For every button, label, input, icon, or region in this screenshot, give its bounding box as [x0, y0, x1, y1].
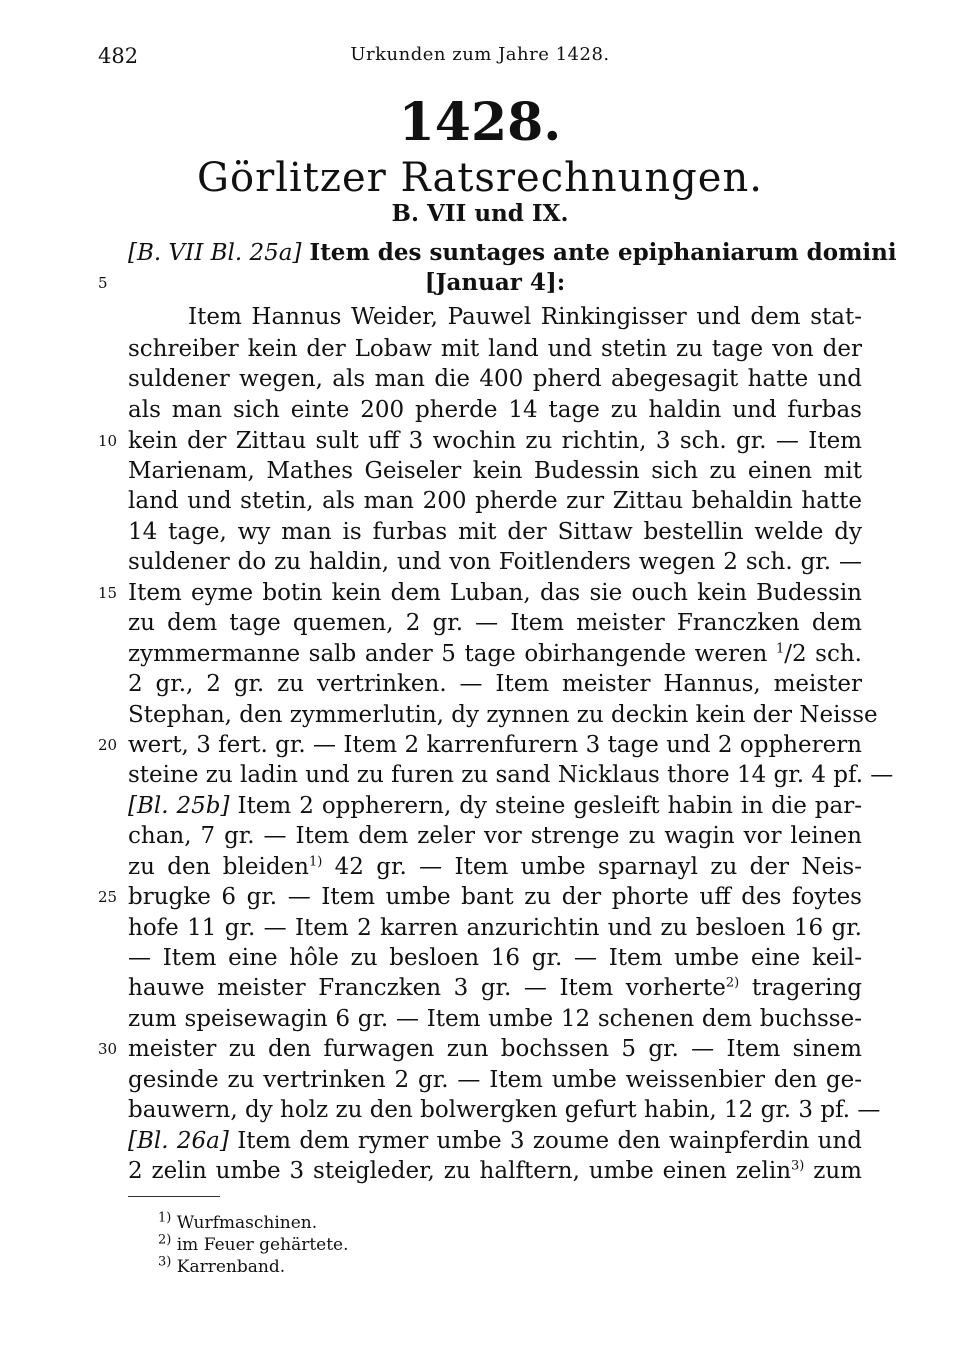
text-span: hauwe meister Franczken 3 gr. — Item vorherte — [128, 975, 726, 1001]
text-line — [128, 852, 862, 882]
text-line — [128, 1156, 862, 1186]
fraction-numerator: 1 — [775, 641, 785, 657]
footnote — [158, 1212, 317, 1234]
footnote-text: Wurfmaschinen. — [176, 1213, 318, 1233]
document-title: Görlitzer Ratsrechnungen. — [197, 155, 763, 201]
text-span: tragering — [739, 975, 862, 1001]
text-line: suldener do zu haldin, und von Foitlenders wegen 2 sch. gr. — — [128, 549, 862, 575]
text-span: 42 gr. — Item umbe sparnayl zu der Neis- — [322, 854, 862, 880]
text-line — [128, 639, 862, 669]
text-line: schreiber kein der Lobaw mit land und stetin zu tage von der — [128, 336, 862, 362]
footnote-mark: 1) — [158, 1210, 172, 1226]
line-number: 30 — [98, 1040, 118, 1058]
line-number: 5 — [98, 274, 108, 292]
text-span: zu den bleiden — [128, 854, 309, 880]
folio-reference: [Bl. 26a] — [128, 1128, 229, 1154]
text-span: Item dem rymer umbe 3 zoume den wainpferdin und — [228, 1128, 862, 1154]
text-line: 2 gr., 2 gr. zu vertrinken. — Item meister Hannus, meister — [128, 671, 862, 697]
line-number: 15 — [98, 584, 118, 602]
text-span: Item 2 oppherern, dy steine gesleift habin in die par- — [229, 793, 862, 819]
footnote — [158, 1234, 349, 1256]
text-line: [Januar 4]: — [424, 269, 566, 296]
text-span: Item des suntages ante epiphaniarum domini — [301, 239, 897, 266]
text-line: zum speisewagin 6 gr. — Item umbe 12 schenen dem buchsse- — [128, 1006, 862, 1032]
text-span: zymmermanne salb ander 5 tage obirhangende weren — [128, 641, 776, 667]
page-number: 482 — [98, 44, 139, 68]
text-line: bauwern, dy holz zu den bolwergken gefurt habin, 12 gr. 3 pf. — — [128, 1097, 881, 1123]
text-line: wert, 3 fert. gr. — Item 2 karrenfurern 3 tage und 2 oppherern — [128, 732, 862, 758]
text-line: hofe 11 gr. — Item 2 karren anzurichtin und zu besloen 16 gr. — [128, 915, 862, 941]
fraction-denominator: /2 — [784, 641, 807, 667]
footnote-ref: 2) — [725, 975, 740, 991]
text-line: gesinde zu vertrinken 2 gr. — Item umbe weissenbier den ge- — [128, 1067, 862, 1093]
folio-reference: [B. VII Bl. 25a] — [128, 240, 302, 266]
text-line — [128, 791, 862, 821]
line-number: 25 — [98, 888, 118, 906]
footnote-ref: 3) — [791, 1158, 805, 1174]
text-span: sch. — [806, 641, 862, 667]
footnote-ref: 1) — [308, 854, 323, 870]
year-heading: 1428. — [398, 92, 562, 153]
text-line: chan, 7 gr. — Item dem zeler vor strenge zu wagin vor leinen — [128, 823, 862, 849]
footnote — [158, 1256, 285, 1278]
footnote-mark: 2) — [158, 1232, 172, 1248]
text-line: suldener wegen, als man die 400 pherd abegesagit hatte und — [128, 366, 862, 392]
volume-subtitle: B. VII und IX. — [391, 200, 569, 227]
footnote-rule — [128, 1196, 220, 1197]
footnote-text: Karrenband. — [176, 1257, 286, 1277]
text-line: — Item eine hôle zu besloen 16 gr. — Item umbe eine keil- — [128, 945, 862, 971]
text-line: als man sich einte 200 pherde 14 tage zu haldin und furbas — [128, 397, 862, 423]
text-line: land und stetin, als man 200 pherde zur Zittau behaldin hatte — [128, 488, 862, 514]
text-line: brugke 6 gr. — Item umbe bant zu der phorte uff des foytes — [128, 884, 862, 910]
text-line: zu dem tage quemen, 2 gr. — Item meister Franczken dem — [128, 610, 862, 636]
text-line: Stephan, den zymmerlutin, dy zynnen zu deckin kein der Neisse — [128, 702, 878, 728]
folio-reference: [Bl. 25b] — [128, 793, 230, 819]
text-line: steine zu ladin und zu furen zu sand Nicklaus thore 14 gr. 4 pf. — — [128, 762, 894, 788]
running-title: Urkunden zum Jahre 1428. — [350, 44, 610, 65]
text-span: zum — [804, 1158, 862, 1184]
footnote-text: im Feuer gehärtete. — [176, 1235, 349, 1255]
footnote-mark: 3) — [158, 1254, 172, 1270]
text-line: kein der Zittau sult uff 3 wochin zu richtin, 3 sch. gr. — Item — [128, 428, 862, 454]
text-line: 14 tage, wy man is furbas mit der Sittaw bestellin welde dy — [128, 519, 862, 545]
line-number: 20 — [98, 736, 118, 754]
text-line — [128, 1126, 862, 1156]
text-line: Item eyme botin kein dem Luban, das sie ouch kein Budessin — [128, 580, 862, 606]
text-line: Marienam, Mathes Geiseler kein Budessin sich zu einen mit — [128, 458, 862, 484]
text-line — [128, 238, 897, 268]
line-number: 10 — [98, 432, 118, 450]
text-line: Item Hannus Weider, Pauwel Rinkingisser und dem stat- — [188, 304, 862, 330]
text-span: 2 zelin umbe 3 steigleder, zu halftern, umbe einen zelin — [128, 1158, 792, 1184]
text-line: meister zu den furwagen zun bochssen 5 gr. — Item sinem — [128, 1036, 862, 1062]
text-line — [128, 973, 862, 1003]
